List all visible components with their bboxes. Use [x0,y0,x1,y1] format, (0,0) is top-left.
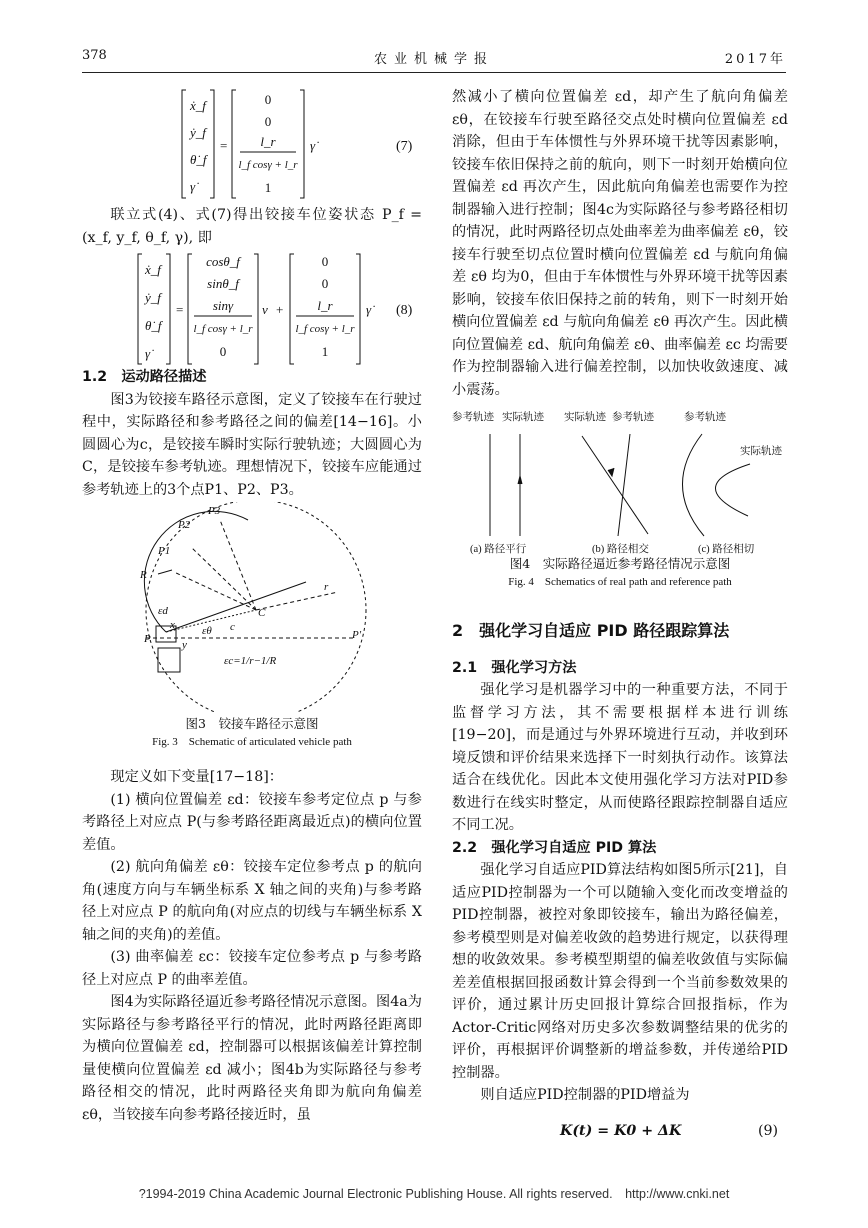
eq7-rate: γ̇ [310,138,316,153]
eq8-c2-0: 0 [321,254,329,269]
fig3-label-p-prime: P' [352,629,362,641]
left-para-6: (3) 曲率偏差 εc：铰接车定位参考点 p 与参考路径上对应点 P 的曲率差值。 [82,949,422,988]
eq7-lhs-2: θ̇_f [190,152,207,167]
eq7-rhs-2: l_r [260,134,276,149]
figure-4 [452,406,788,566]
fig4b-reference-path [618,434,630,536]
fig4-b-ref-label: 参考轨迹 [612,412,654,423]
fig4c-reference-path [682,434,704,536]
right-para-4: 则自适应PID控制器的PID增益为 [480,1087,690,1103]
eq8-c2-1: 0 [321,276,329,291]
section-2: 2 强化学习自适应 PID 路径跟踪算法 [452,621,730,640]
eq8-c1-0: cosθ_f [206,254,240,269]
equation-7 [180,88,430,200]
fig3-label-p1: P1 [158,545,171,557]
eq7-lhs-1: ẏ_f [190,125,206,140]
right-para-3: 强化学习自适应PID算法结构如图5所示[21]，自适应PID控制器为一个可以随输入变化而改变增益的PID控制器，被控对象即铰接车，输出为路径偏差，参考模型则是对偏差收敛的趋势进行规定，以获得理想的收敛效果。参考模型期望的偏差收敛值与实际偏差差值根据回报函数计算会得到一个当前参数效果的评价，通过累计历史回报计算综合回报指标，作为Actor-Critic网络对历史多次参数调整结果的优劣的评价，再根据评价调整新的增益参数，并传递给PID控制器。 [452,862,788,1081]
eq7-rhs-1: 0 [264,114,272,129]
fig4-sub-c: (c) 路径相切 [698,544,755,555]
svg-text:=: = [176,302,184,317]
fig3-label-p: P [144,633,151,645]
journal-year: 2017年 [724,52,786,67]
figure-3 [138,502,378,712]
fig3-label-ec: εc=1/r−1/R [224,655,277,667]
svg-text:+: + [276,302,284,317]
fig4-c-real-label: 实际轨迹 [740,446,782,457]
fig3-caption-cn: 图3 铰接车路径示意图 [185,716,319,731]
left-para-3: 现定义如下变量[17−18]： [110,769,283,785]
equation-9 [560,1120,681,1143]
eq7-rhs-4: 1 [264,180,272,195]
fig4-caption-cn: 图4 实际路径逼近参考路径情况示意图 [509,556,731,571]
page-number: 378 [82,48,107,63]
copyright-footer: ?1994-2019 China Academic Journal Electronic Publishing House. All rights reserved. http://www.cnki.net [138,1187,730,1201]
left-para-1: 联立式(4)、式(7)得出铰接车位姿状态 P_f = (x_f, y_f, θ_f, γ), 即 [82,207,422,246]
eq8-c1-1: sinθ_f [207,276,239,291]
fig3-label-eth: εθ [202,625,212,637]
fig3-caption [82,714,422,750]
section-1-2: 1.2 运动路径描述 [82,369,207,385]
reference-circle [146,502,366,712]
fig4-caption [452,554,788,590]
section-2-1: 2.1 强化学习方法 [452,659,577,676]
eq7-number: (7) [396,139,413,154]
right-para-1: 然减小了横向位置偏差 εd，却产生了航向角偏差 εθ，在铰接车行驶至路径交点处时横向位置偏差 εd 消除，但由于车体惯性与外界环境干扰等因素影响，铰接车依旧保持之前的航向，则下一时刻开始横向位置偏差 εd 再次产生，因此航向角偏差也需要作为控制器输入进行控制；图4c为实际路径与参考路径相切的情况，此时两路径切点处曲率差为曲率偏差 εθ，铰接车行驶至切点位置时横向位置偏差 εd 与航向角偏差 εθ 均为0，但由于车体惯性与外界环境干扰等因素影响，铰接车依旧保持之前的转角，则下一时刻开始横向位置偏差 εd 与航向角偏差 εθ 再次产生。因此横向位置偏差 εd、航向角偏差 εθ、曲率偏差 εc 均需要作为控制器输入进行偏差控制，以加快收敛速度、减小震荡。 [452,89,788,398]
right-para-2: 强化学习是机器学习中的一种重要方法，不同于监督学习方法，其不需要根据样本进行训练[19−20]，而是通过与外界环境进行互动，并收到环境反馈和评价结果来选择下一时刻执行动作。该算法适合在线优化。因此本文使用强化学习方法对PID参数进行在线实时整定，从而使路径跟踪控制器自适应不同工况。 [452,682,788,833]
fig3-label-y: y [182,639,187,651]
svg-text:θ̇_f: θ̇_f [145,318,162,333]
fig4-sub-a: (a) 路径平行 [470,544,527,555]
left-para-4: (1) 横向位置偏差 εd：铰接车参考定位点 p 与参考路径上对应点 P(与参考路径距离最近点)的横向位置差值。 [82,791,422,853]
fig3-label-r: R [140,569,147,581]
fig3-label-p3: P3 [208,505,221,517]
fig3-label-x: x [170,619,175,631]
left-para-2: 图3为铰接车路径示意图，定义了铰接车在行驶过程中，实际路径和参考路径之间的偏差[14−16]。小圆圆心为c，是铰接车瞬时实际行驶轨迹；大圆圆心为C，是铰接车参考轨迹。理想情况下，铰接车应能通过参考轨迹上的3个点P1、P2、P3。 [82,391,422,498]
right-column-bottom [452,620,788,1107]
eq7-lhs-3: γ̇ [190,179,196,194]
left-para-5: (2) 航向角偏差 εθ：铰接车定位参考点 p 的航向角(速度方向与车辆坐标系 X 轴之间的夹角)与参考路径上对应点 P 的航向角(对应点的切线与车辆坐标系 X 轴之间的夹角)的差值。 [82,859,422,943]
eq7-rhs-3: l_f cosγ + l_r [238,159,298,171]
fig4-a-ref-label: 参考轨迹 [452,412,494,423]
fig3-caption-en: Fig. 3 Schematic of articulated vehicle path [152,736,352,748]
eq8-c2-4: 1 [321,344,329,359]
eq7-rhs-0: 0 [264,92,272,107]
fig4-c-ref-label: 参考轨迹 [684,412,726,423]
right-column-top [452,86,788,401]
fig4-a-real-label: 实际轨迹 [502,412,544,423]
eq8-v: v [262,302,268,317]
fig3-label-r-small: r [324,581,329,593]
eq9-expression: K(t) = K0 + ΔK [560,1123,682,1139]
eq8-c1-4: 0 [219,344,227,359]
eq7-lhs-0: ẋ_f [190,98,206,113]
equation-8 [130,250,430,368]
eq8-c1-2: sinγ [212,298,234,313]
svg-text:γ̇: γ̇ [145,346,151,361]
fig4-caption-en: Fig. 4 Schematics of real path and reference path [508,576,732,588]
running-header [82,48,786,70]
svg-text:γ̇: γ̇ [366,302,372,317]
fig4-sub-b: (b) 路径相交 [592,544,649,555]
fig3-label-c-big: C [258,607,266,619]
eq9-number-wrap [758,1120,778,1143]
fig4c-actual-path [715,464,750,516]
left-column-mid [82,366,422,501]
eq8-c2-2: l_r [317,298,333,313]
fig3-label-ed: εd [158,605,168,617]
fig4-b-real-label: 实际轨迹 [564,412,606,423]
svg-text:ẏ_f: ẏ_f [145,290,161,305]
svg-text:ẋ_f: ẋ_f [145,262,161,277]
svg-text:=: = [220,138,228,153]
left-column-bottom [82,766,422,1126]
left-para-7: 图4为实际路径逼近参考路径情况示意图。图4a为实际路径与参考路径平行的情况，此时两路径距离即为横向位置偏差 εd，控制器可以根据该偏差计算控制量使横向位置偏差 εd 减小；图4b为实际路径与参考路径相交的情况，此时两路径夹角即为航向角偏差 εθ，当铰接车向参考路径接近时，虽 [82,994,422,1123]
left-column-top [82,204,422,249]
header-rule [82,72,786,73]
eq8-number: (8) [396,303,413,318]
journal-name: 农业机械学报 [373,52,494,67]
eq8-c1-3: l_f cosγ + l_r [193,323,253,335]
eq8-c2-3: l_f cosγ + l_r [295,323,355,335]
fig4b-actual-path [582,436,648,534]
eq9-number: (9) [758,1123,779,1139]
fig3-label-p2: P2 [178,519,191,531]
section-2-2: 2.2 强化学习自适应 PID 算法 [452,839,657,856]
fig3-label-c-small: c [230,621,235,633]
